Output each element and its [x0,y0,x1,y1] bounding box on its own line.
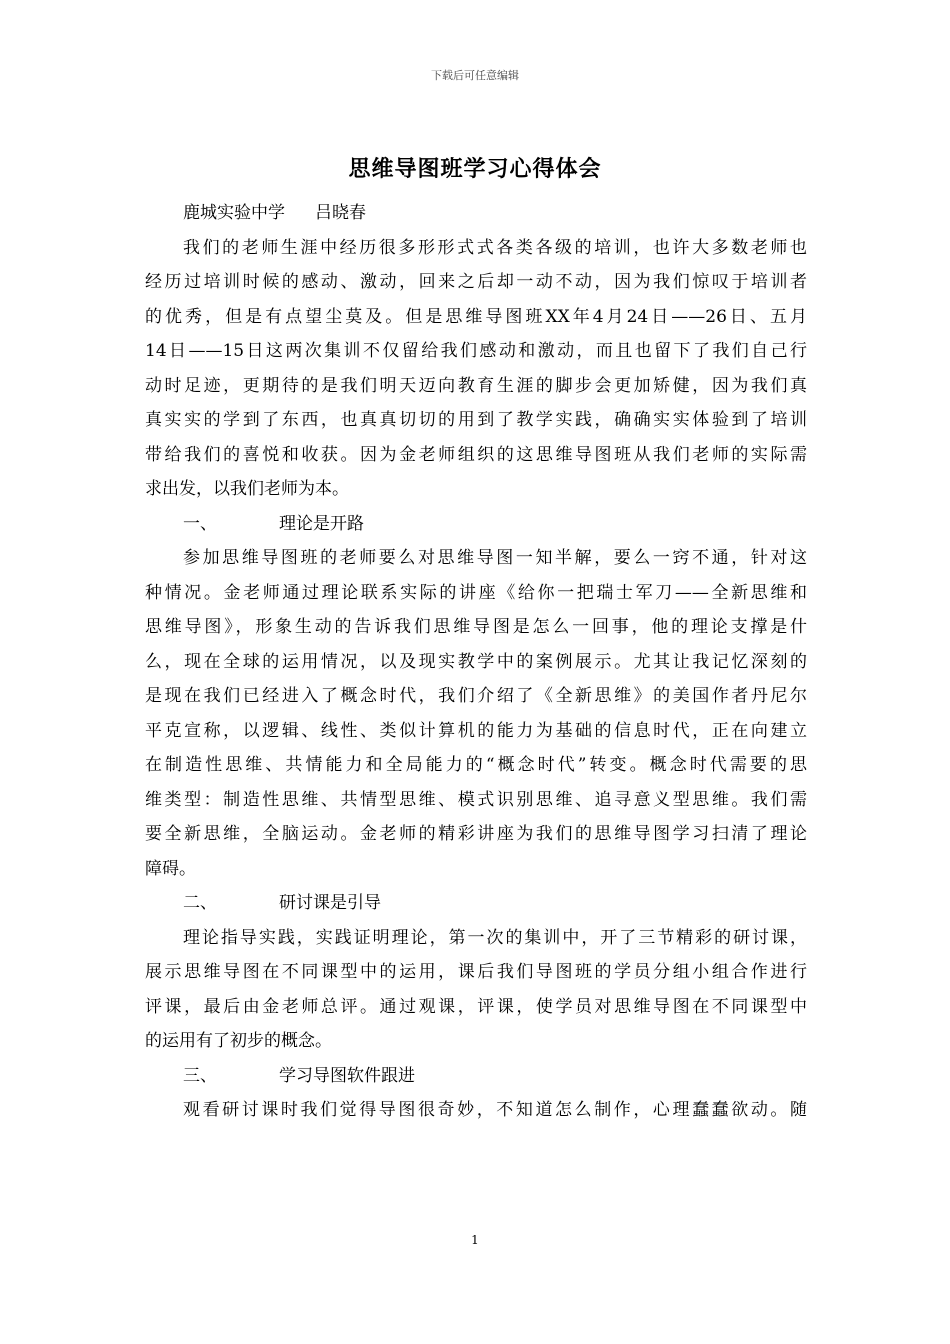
paragraph-line: 14日——15日这两次集训不仅留给我们感动和激动，而且也留下了我们自己行 [145,341,807,361]
paragraph-line: 要全新思维，全脑运动。金老师的精彩讲座为我们的思维导图学习扫清了理论 [145,824,807,844]
paragraph-line: 思维导图》，形象生动的告诉我们思维导图是怎么一回事，他的理论支撑是什 [145,617,807,637]
section-title: 理论是开路 [279,513,364,534]
section-number: 一、 [183,513,217,534]
paragraph-line: 种情况。金老师通过理论联系实际的讲座《给你一把瑞士军刀——全新思维和 [145,582,807,603]
paragraph-line: 动时足迹，更期待的是我们明天迈向教育生涯的脚步会更加矫健，因为我们真 [145,375,807,396]
paragraph-line: 障碍。 [145,858,196,879]
paragraph-line: 平克宣称，以逻辑、线性、类似计算机的能力为基础的信息时代，正在向建立 [145,720,807,741]
paragraph-line: 展示思维导图在不同课型中的运用，课后我们导图班的学员分组小组合作进行 [145,962,807,982]
section-heading [145,886,807,921]
author-name: 吕晓春 [315,203,366,223]
section-heading [145,507,807,542]
author-school: 鹿城实验中学 [183,203,285,223]
paragraph-line: 带给我们的喜悦和收获。因为金老师组织的这思维导图班从我们老师的实际需 [145,444,807,465]
section-number: 二、 [183,893,217,913]
paragraph-line: 的运用有了初步的概念。 [145,1031,332,1051]
page-header-note: 下载后可任意编辑 [431,69,519,82]
document-title: 思维导图班学习心得体会 [348,156,602,182]
section-title: 学习导图软件跟进 [279,1065,415,1086]
paragraph-line: 我们的老师生涯中经历很多形形式式各类各级的培训，也许大多数老师也 [183,237,807,258]
paragraph-line: 的优秀，但是有点望尘莫及。但是思维导图班XX年4月24日——26日、五月 [145,306,807,327]
paragraph-line: 求出发，以我们老师为本。 [145,479,349,499]
paragraph-line: 真实实的学到了东西，也真真切切的用到了教学实践，确确实实体验到了培训 [145,410,807,430]
paragraph-line: 评课，最后由金老师总评。通过观课，评课，使学员对思维导图在不同课型中 [145,996,807,1017]
paragraph-line: 在制造性思维、共情能力和全局能力的“概念时代”转变。概念时代需要的思 [145,755,807,775]
paragraph-line: 么，现在全球的运用情况，以及现实教学中的案例展示。尤其让我记忆深刻的 [145,651,807,672]
section-heading [145,1059,807,1094]
paragraph-line: 观看研讨课时我们觉得导图很奇妙，不知道怎么制作，心理蠢蠢欲动。随 [183,1100,807,1120]
page-number: 1 [471,1233,479,1247]
paragraph-line: 维类型：制造性思维、共情型思维、模式识别思维、追寻意义型思维。我们需 [145,789,807,810]
author-line [145,196,807,231]
paragraph-line: 是现在我们已经进入了概念时代，我们介绍了《全新思维》的美国作者丹尼尔 [145,686,807,706]
section-number: 三、 [183,1065,217,1086]
section-title: 研讨课是引导 [279,893,381,913]
paragraph-line: 参加思维导图班的老师要么对思维导图一知半解，要么一窍不通，针对这 [183,548,807,568]
document-body [145,196,807,1128]
paragraph-line: 理论指导实践，实践证明理论，第一次的集训中，开了三节精彩的研讨课， [183,927,807,948]
paragraph-line: 经历过培训时候的感动、激动，回来之后却一动不动，因为我们惊叹于培训者 [145,272,807,292]
